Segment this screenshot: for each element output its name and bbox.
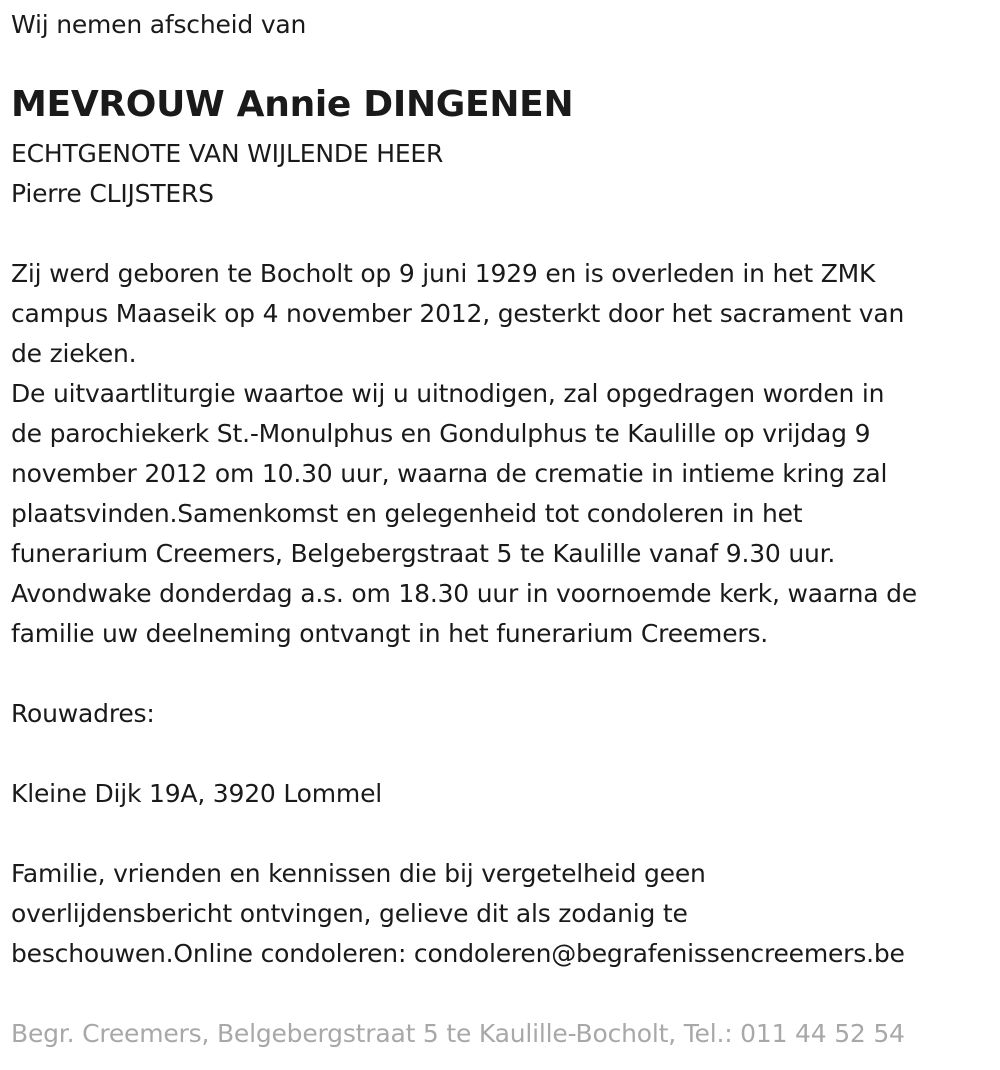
intro-text: Wij nemen afscheid van — [11, 10, 307, 39]
family-line: overlijdensbericht ontvingen, gelieve dit als zodanig te — [11, 899, 688, 928]
body-line: de zieken. — [11, 339, 137, 368]
family-line: Familie, vrienden en kennissen die bij vergetelheid geen — [11, 859, 706, 888]
body-line: november 2012 om 10.30 uur, waarna de crematie in intieme kring zal — [11, 459, 888, 488]
body-line: familie uw deelneming ontvangt in het funerarium Creemers. — [11, 619, 769, 648]
body-line: Zij werd geboren te Bocholt op 9 juni 1929 en is overleden in het ZMK — [11, 259, 876, 288]
body-line: de parochiekerk St.-Monulphus en Gondulphus te Kaulille op vrijdag 9 — [11, 419, 871, 448]
funeral-home-footer: Begr. Creemers, Belgebergstraat 5 te Kaulille-Bocholt, Tel.: 011 44 52 54 — [11, 1019, 905, 1048]
rouwadres-address: Kleine Dijk 19A, 3920 Lommel — [11, 779, 382, 808]
body-line: De uitvaartliturgie waartoe wij u uitnodigen, zal opgedragen worden in — [11, 379, 885, 408]
body-line: Avondwake donderdag a.s. om 18.30 uur in voornoemde kerk, waarna de — [11, 579, 917, 608]
relation-line-1: ECHTGENOTE VAN WIJLENDE HEER — [11, 139, 444, 168]
body-line: campus Maaseik op 4 november 2012, gesterkt door het sacrament van — [11, 299, 905, 328]
deceased-name: MEVROUW Annie DINGENEN — [11, 84, 574, 125]
notice-body — [11, 254, 917, 654]
rouwadres-label: Rouwadres: — [11, 699, 155, 728]
body-line: funerarium Creemers, Belgebergstraat 5 te Kaulille vanaf 9.30 uur. — [11, 539, 836, 568]
family-message — [11, 854, 905, 974]
body-line: plaatsvinden.Samenkomst en gelegenheid tot condoleren in het — [11, 499, 803, 528]
relation-line-2: Pierre CLIJSTERS — [11, 179, 214, 208]
family-line: beschouwen.Online condoleren: condoleren@begrafenissencreemers.be — [11, 939, 905, 968]
